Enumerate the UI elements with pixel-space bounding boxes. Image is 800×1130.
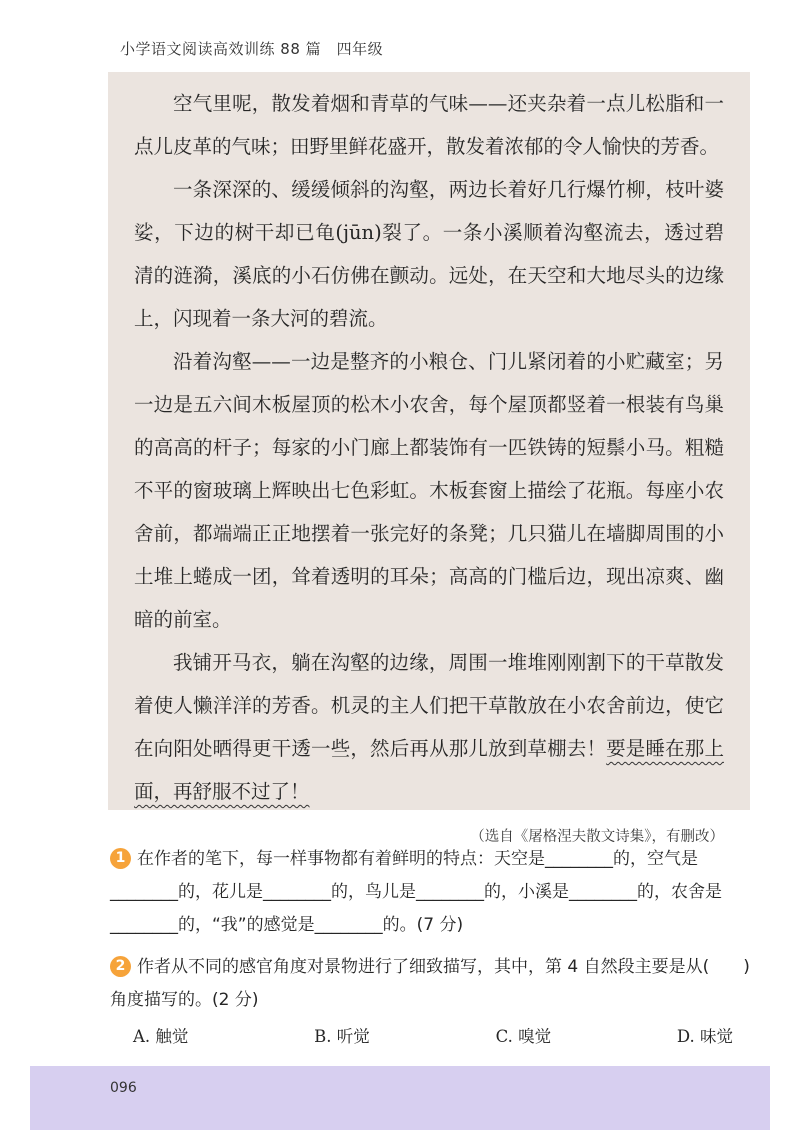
paragraph-4-text: 我铺开马衣，躺在沟壑的边缘，周围一堆堆刚刚割下的干草散发着使人懒洋洋的芳香。机灵的主人们把干草散放在小农舍前边，使它在向阳处晒得更干透一些，然后再从那儿放到草棚去！ — [134, 651, 724, 760]
question-1 — [110, 843, 750, 942]
book-header: 小学语文阅读高效训练 88 篇 四年级 — [120, 40, 384, 58]
passage-source: （选自《屠格涅夫散文诗集》，有删改） — [470, 829, 724, 845]
question-1-text: 在作者的笔下，每一样事物都有着鲜明的特点：天空是________的，空气是________的，花儿是________的，鸟儿是________的，小溪是________的，农舍是________的，“我”的感觉是________的。(7 分) — [110, 849, 722, 935]
footer-band — [30, 1066, 770, 1130]
option-c: C. 嗅觉 — [495, 1027, 552, 1046]
reading-passage — [108, 72, 750, 845]
passage-paragraph-1: 空气里呢，散发着烟和青草的气味——还夹杂着一点儿松脂和一点儿皮革的气味；田野里鲜花盛开，散发着浓郁的令人愉快的芳香。 — [134, 92, 724, 158]
answer-options — [133, 1023, 733, 1047]
passage-paragraph-4 — [134, 641, 724, 813]
passage-paragraph-2: 一条深深的、缓缓倾斜的沟壑，两边长着好几行爆竹柳，枝叶婆娑，下边的树干却已龟(jūn)裂了。一条小溪顺着沟壑流去，透过碧清的涟漪，溪底的小石仿佛在颤动。远处，在天空和大地尽头的边缘上，闪现着一条大河的碧流。 — [134, 178, 724, 330]
option-a: A. 触觉 — [133, 1027, 189, 1046]
question-2 — [110, 951, 750, 1017]
wavy-underlined-sentence: 要是睡在那上面，再舒服不过了！ — [134, 737, 724, 803]
page-number: 096 — [110, 1080, 137, 1096]
option-b: B. 听觉 — [314, 1027, 370, 1046]
question-number-badge: 2 — [110, 956, 131, 977]
passage-paragraph-3: 沿着沟壑——一边是整齐的小粮仓、门儿紧闭着的小贮藏室；另一边是五六间木板屋顶的松木小农舍，每个屋顶都竖着一根装有鸟巢的高高的杆子；每家的小门廊上都装饰有一匹铁铸的短鬃小马。粗糙不平的窗玻璃上辉映出七色彩虹。木板套窗上描绘了花瓶。每座小农舍前，都端端正正地摆着一张完好的条凳；几只猫儿在墙脚周围的小土堆上蜷成一团，耸着透明的耳朵；高高的门槛后边，现出凉爽、幽暗的前室。 — [134, 350, 724, 631]
question-2-text: 作者从不同的感官角度对景物进行了细致描写，其中，第 4 自然段主要是从( )角度描写的。(2 分) — [110, 957, 750, 1010]
question-number-badge: 1 — [110, 848, 131, 869]
option-d: D. 味觉 — [676, 1027, 733, 1046]
